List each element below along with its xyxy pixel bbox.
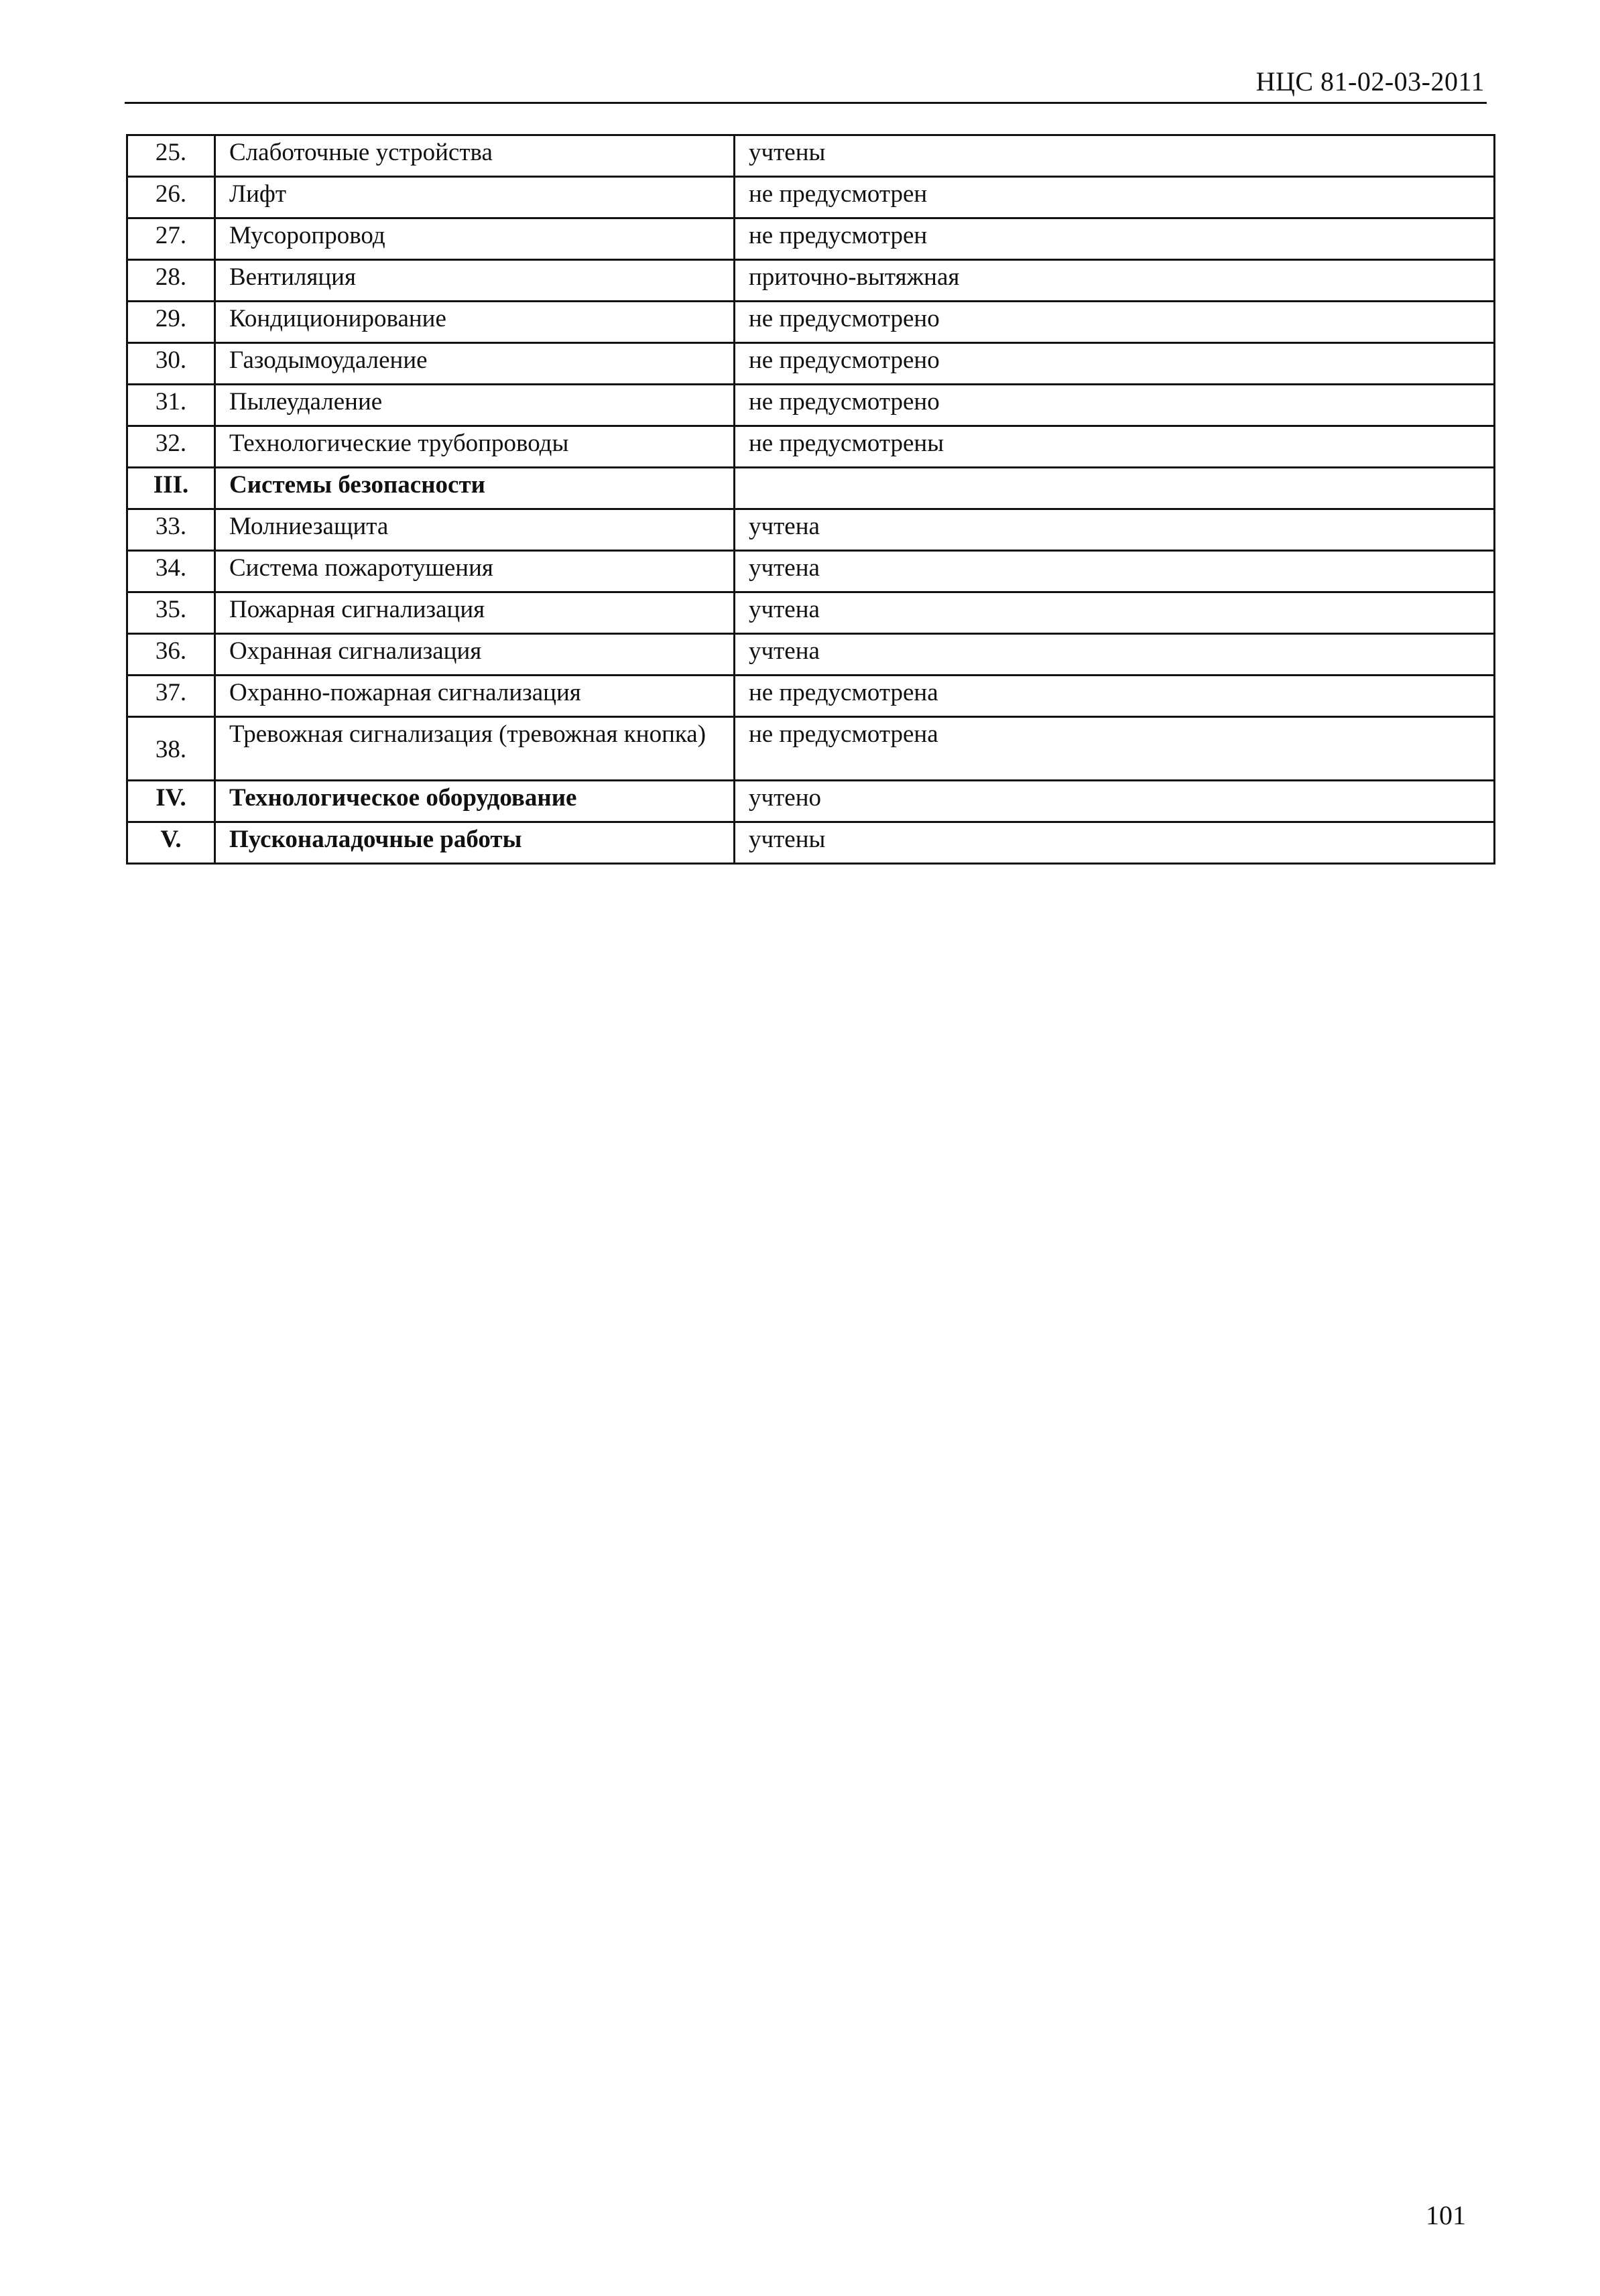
table-row bbox=[127, 218, 1495, 260]
row-value: не предусмотрены bbox=[735, 426, 1495, 468]
section-value: учтены bbox=[735, 822, 1495, 864]
table-row bbox=[127, 343, 1495, 385]
document-code: НЦС 81-02-03-2011 bbox=[1255, 66, 1485, 97]
table-row bbox=[127, 177, 1495, 218]
row-value: учтена bbox=[735, 634, 1495, 676]
table-row bbox=[127, 260, 1495, 302]
row-number: 32. bbox=[127, 426, 215, 468]
table-row bbox=[127, 135, 1495, 177]
section-number: V. bbox=[127, 822, 215, 864]
row-name: Молниезащита bbox=[215, 509, 735, 551]
section-value bbox=[735, 468, 1495, 509]
row-number: 29. bbox=[127, 302, 215, 343]
row-number: 37. bbox=[127, 676, 215, 717]
table-row bbox=[127, 385, 1495, 426]
row-number: 38. bbox=[127, 717, 215, 781]
row-name: Охранная сигнализация bbox=[215, 634, 735, 676]
row-value: учтены bbox=[735, 135, 1495, 177]
header-rule bbox=[125, 102, 1487, 104]
row-name: Технологические трубопроводы bbox=[215, 426, 735, 468]
row-value: не предусмотрено bbox=[735, 343, 1495, 385]
section-title: Системы безопасности bbox=[215, 468, 735, 509]
row-name: Слаботочные устройства bbox=[215, 135, 735, 177]
row-value: не предусмотрен bbox=[735, 177, 1495, 218]
row-value: учтена bbox=[735, 551, 1495, 592]
row-name: Вентиляция bbox=[215, 260, 735, 302]
row-number: 35. bbox=[127, 592, 215, 634]
section-row bbox=[127, 468, 1495, 509]
row-value: учтена bbox=[735, 509, 1495, 551]
row-name: Газодымоудаление bbox=[215, 343, 735, 385]
section-row bbox=[127, 781, 1495, 822]
row-number: 26. bbox=[127, 177, 215, 218]
row-name: Кондиционирование bbox=[215, 302, 735, 343]
table-row bbox=[127, 509, 1495, 551]
row-number: 34. bbox=[127, 551, 215, 592]
specification-table bbox=[126, 134, 1495, 865]
section-number: IV. bbox=[127, 781, 215, 822]
row-name: Мусоропровод bbox=[215, 218, 735, 260]
row-number: 33. bbox=[127, 509, 215, 551]
table-row bbox=[127, 717, 1495, 781]
row-number: 30. bbox=[127, 343, 215, 385]
table-row bbox=[127, 676, 1495, 717]
row-name: Тревожная сигнализация (тревожная кнопка) bbox=[215, 717, 735, 781]
section-value: учтено bbox=[735, 781, 1495, 822]
row-name: Система пожаротушения bbox=[215, 551, 735, 592]
section-title: Пусконаладочные работы bbox=[215, 822, 735, 864]
row-number: 28. bbox=[127, 260, 215, 302]
row-number: 27. bbox=[127, 218, 215, 260]
row-name: Пылеудаление bbox=[215, 385, 735, 426]
table-row bbox=[127, 592, 1495, 634]
row-name: Пожарная сигнализация bbox=[215, 592, 735, 634]
table-row bbox=[127, 551, 1495, 592]
row-value: приточно-вытяжная bbox=[735, 260, 1495, 302]
table-row bbox=[127, 634, 1495, 676]
row-number: 25. bbox=[127, 135, 215, 177]
row-value: не предусмотрена bbox=[735, 717, 1495, 781]
row-name: Лифт bbox=[215, 177, 735, 218]
section-number: III. bbox=[127, 468, 215, 509]
row-value: не предусмотрено bbox=[735, 385, 1495, 426]
row-name: Охранно-пожарная сигнализация bbox=[215, 676, 735, 717]
row-number: 36. bbox=[127, 634, 215, 676]
table-row bbox=[127, 426, 1495, 468]
page-number: 101 bbox=[1426, 2200, 1466, 2230]
row-value: не предусмотрено bbox=[735, 302, 1495, 343]
section-row bbox=[127, 822, 1495, 864]
table-row bbox=[127, 302, 1495, 343]
row-number: 31. bbox=[127, 385, 215, 426]
section-title: Технологическое оборудование bbox=[215, 781, 735, 822]
row-value: не предусмотрен bbox=[735, 218, 1495, 260]
row-value: учтена bbox=[735, 592, 1495, 634]
row-value: не предусмотрена bbox=[735, 676, 1495, 717]
